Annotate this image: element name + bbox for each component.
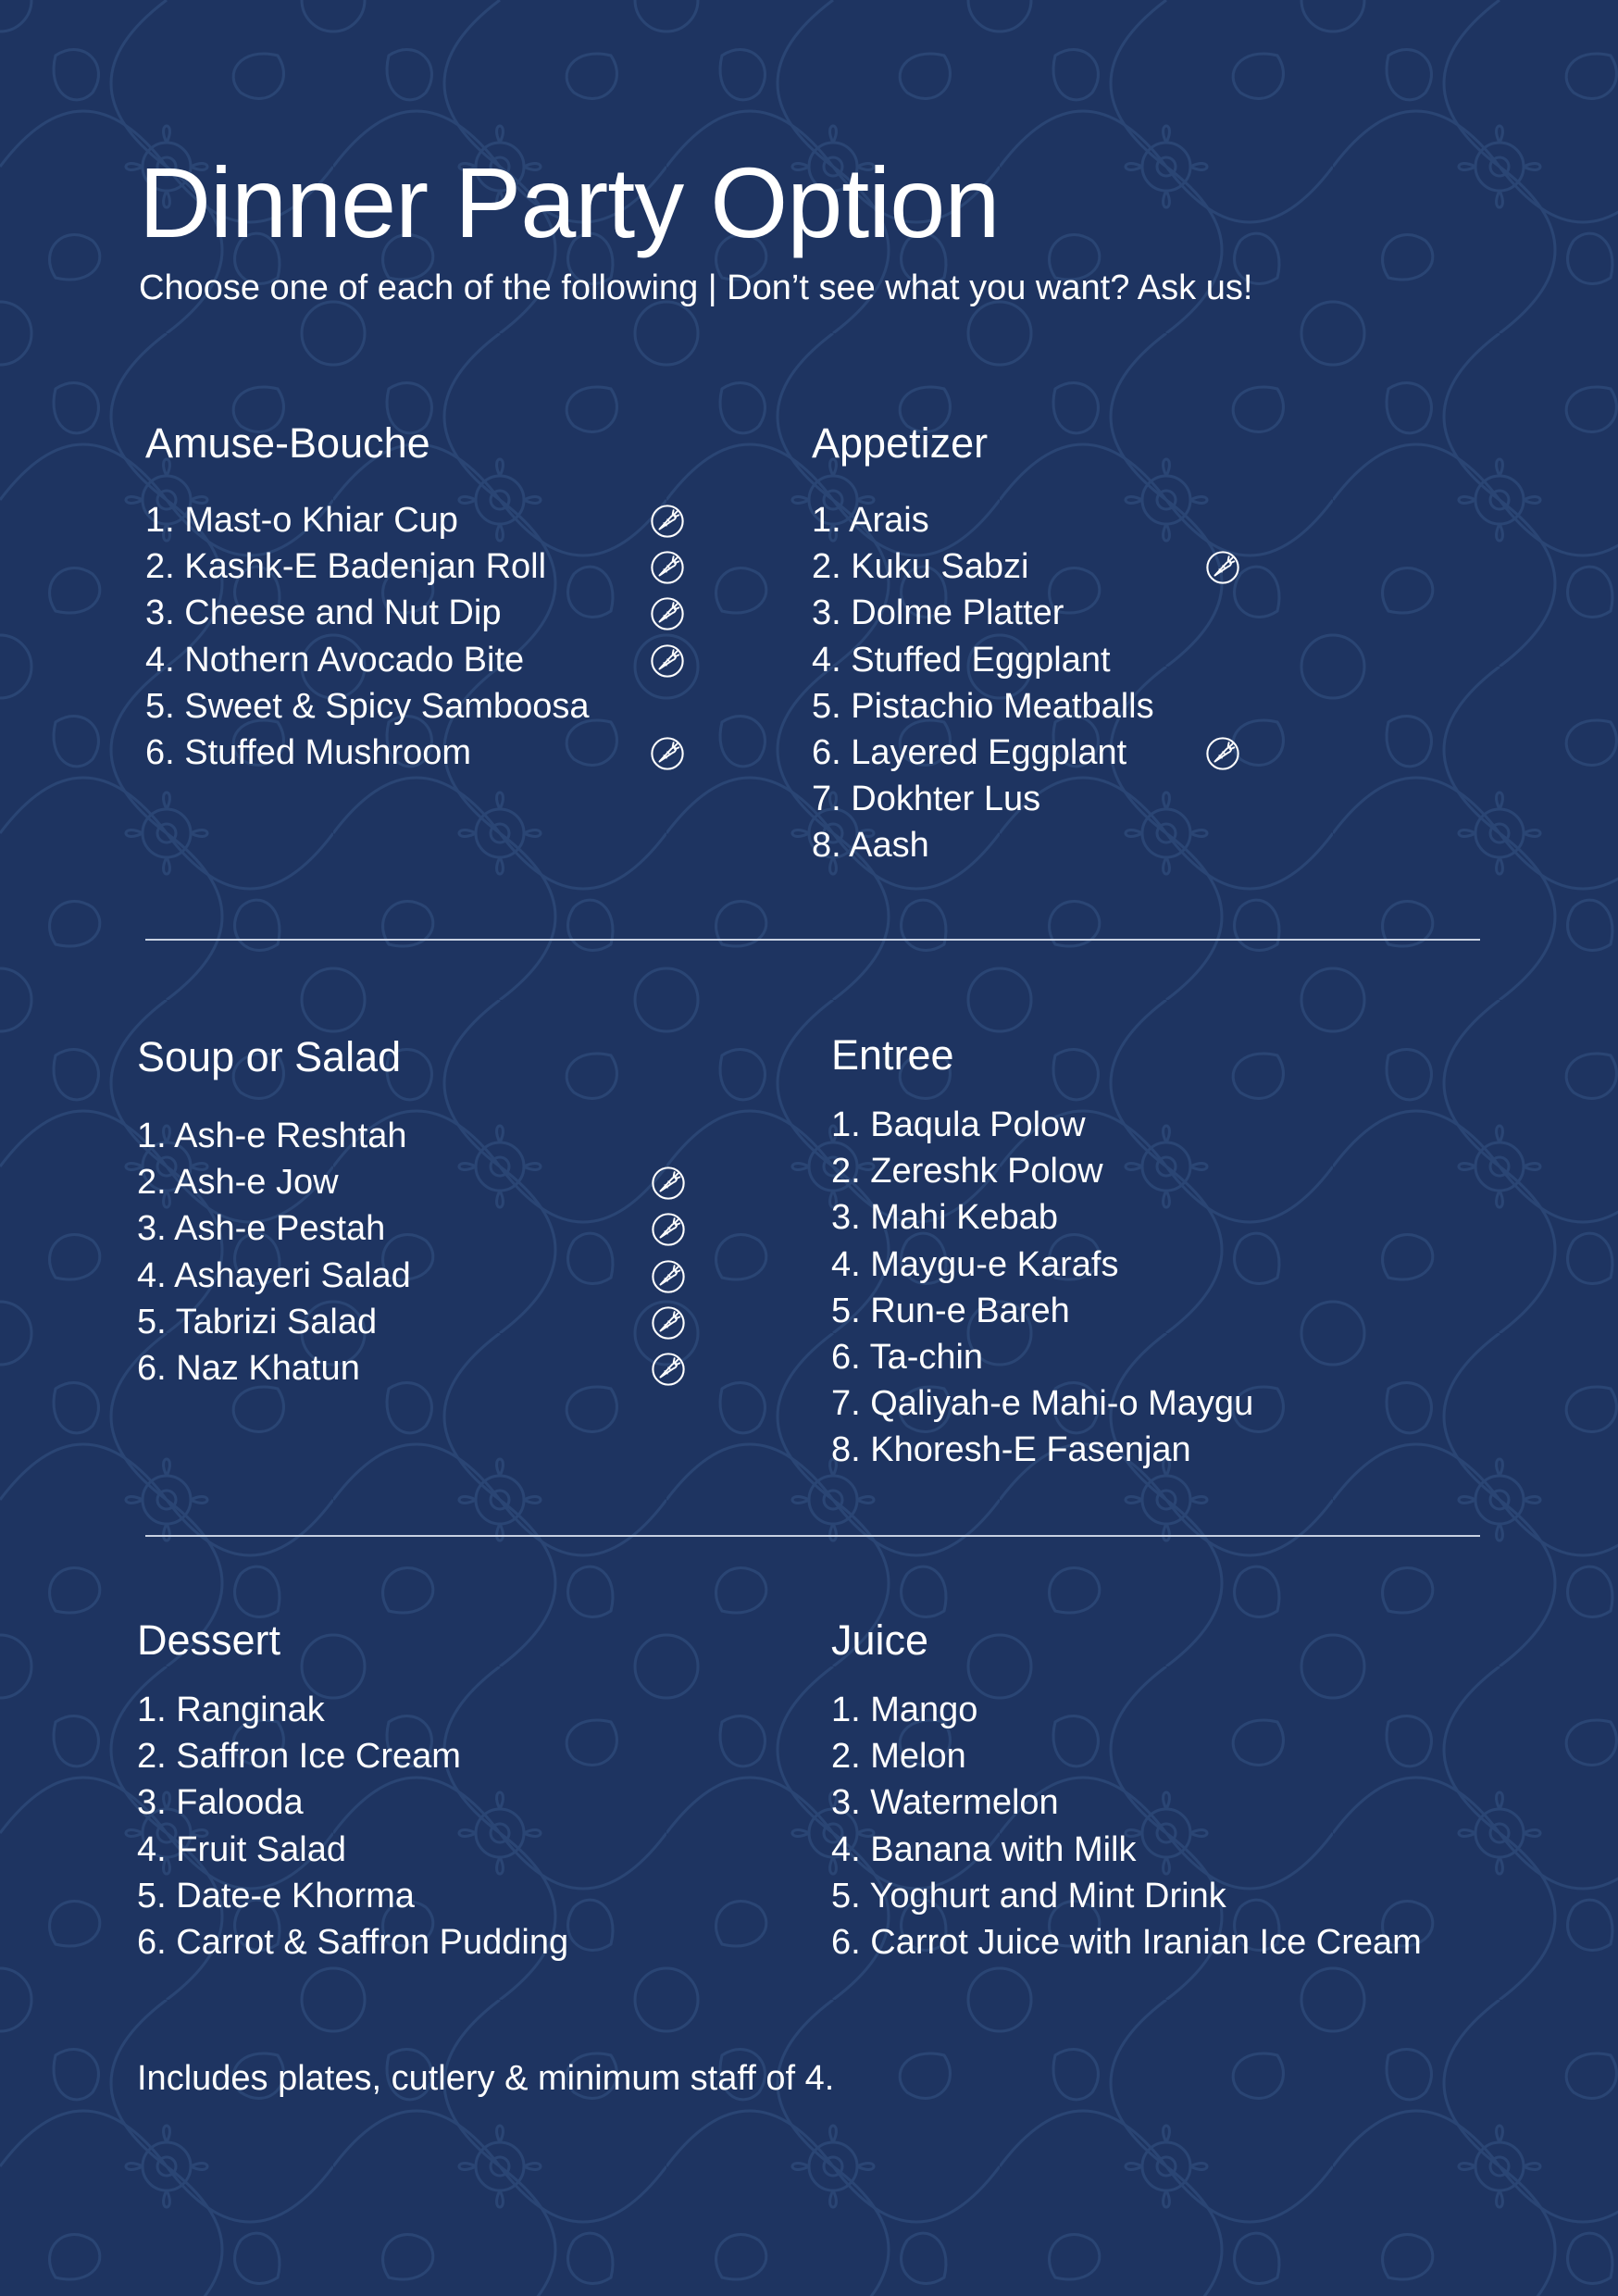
menu-item: [137, 1159, 739, 1205]
menu-item-label: 7. Dokhter Lus: [812, 780, 1041, 819]
menu-item: [812, 590, 1404, 636]
menu-item-label: 1. Ranginak: [137, 1691, 325, 1729]
menu-item: [137, 1687, 785, 1733]
menu-item: [137, 1299, 739, 1345]
section-dessert: [137, 1615, 785, 1965]
menu-item-label: 5. Yoghurt and Mint Drink: [831, 1876, 1226, 1915]
carrot-icon: [650, 550, 685, 585]
menu-item-label: 3. Watermelon: [831, 1783, 1059, 1823]
menu-item: [812, 822, 1404, 868]
section-heading: Dessert: [137, 1616, 281, 1664]
menu-item: [145, 730, 738, 776]
menu-item: [831, 1827, 1525, 1873]
menu-item: [812, 637, 1404, 683]
section-heading: Amuse-Bouche: [145, 419, 430, 467]
section-appetizer: [812, 418, 1404, 869]
menu-item-label: 4. Maygu-e Karafs: [831, 1244, 1119, 1284]
menu-item: [831, 1334, 1479, 1380]
menu-item-label: 2. Kashk-E Badenjan Roll: [145, 547, 547, 587]
menu-item-label: 2. Zereshk Polow: [831, 1152, 1103, 1192]
menu-item: [812, 683, 1404, 730]
section-juice: [831, 1615, 1525, 1965]
menu-list: [137, 1113, 739, 1391]
menu-item: [137, 1827, 785, 1873]
menu-list: [137, 1687, 785, 1965]
section-heading: Appetizer: [812, 419, 989, 467]
menu-item: [831, 1148, 1479, 1194]
menu-item-label: 3. Mahi Kebab: [831, 1198, 1059, 1238]
menu-item-label: 5. Run-e Bareh: [831, 1291, 1070, 1330]
menu-item-label: 7. Qaliyah-e Mahi-o Maygu: [831, 1384, 1254, 1424]
carrot-icon: [651, 1166, 686, 1201]
menu-item-label: 4. Nothern Avocado Bite: [145, 640, 525, 680]
menu-item-label: 6. Carrot & Saffron Pudding: [137, 1922, 569, 1962]
menu-item: [145, 637, 738, 683]
menu-list: [812, 497, 1404, 869]
menu-item-label: 2. Ash-e Jow: [137, 1163, 339, 1203]
menu-item-label: 1. Baqula Polow: [831, 1105, 1086, 1144]
carrot-icon: [651, 1259, 686, 1294]
menu-item-label: 6. Carrot Juice with Iranian Ice Cream: [831, 1922, 1422, 1962]
carrot-icon: [650, 504, 685, 539]
menu-item-label: 2. Saffron Ice Cream: [137, 1737, 461, 1777]
menu-list: [831, 1687, 1525, 1965]
footer-note: Includes plates, cutlery & minimum staff of 4.: [137, 2059, 835, 2098]
menu-item: [137, 1113, 739, 1159]
menu-item-label: 1. Arais: [812, 501, 929, 540]
menu-item: [831, 1919, 1525, 1965]
menu-item-label: 2. Kuku Sabzi: [812, 547, 1029, 587]
menu-item-label: 8. Aash: [812, 826, 929, 866]
menu-item-label: 3. Dolme Platter: [812, 593, 1064, 633]
menu-item: [831, 1380, 1479, 1427]
carrot-icon: [650, 736, 685, 771]
menu-item: [831, 1288, 1479, 1334]
menu-item: [812, 776, 1404, 822]
menu-item-label: 1. Ash-e Reshtah: [137, 1117, 407, 1155]
menu-item: [812, 497, 1404, 543]
section-soup-or-salad: [137, 1031, 739, 1391]
menu-item-label: 3. Falooda: [137, 1783, 304, 1823]
carrot-icon: [651, 1352, 686, 1387]
menu-item-label: 5. Date-e Khorma: [137, 1876, 415, 1915]
section-amuse-bouche: [145, 418, 738, 776]
menu-item: [831, 1873, 1525, 1919]
section-heading: Soup or Salad: [137, 1033, 402, 1080]
menu-item: [145, 543, 738, 590]
menu-item-label: 1. Mast-o Khiar Cup: [145, 501, 458, 540]
menu-item: [137, 1253, 739, 1299]
menu-item: [831, 1194, 1479, 1241]
menu-item-label: 2. Melon: [831, 1737, 966, 1777]
menu-item: [145, 590, 738, 636]
menu-item-label: 4. Ashayeri Salad: [137, 1255, 411, 1295]
page-title: Dinner Party Option: [139, 146, 1000, 258]
section-heading: Entree: [831, 1031, 954, 1079]
menu-item: [831, 1427, 1479, 1473]
menu-item: [812, 730, 1404, 776]
menu-item-label: 5. Pistachio Meatballs: [812, 686, 1154, 726]
carrot-icon: [650, 596, 685, 631]
menu-item: [145, 683, 738, 730]
menu-item-label: 3. Cheese and Nut Dip: [145, 593, 502, 633]
menu-item-label: 6. Ta-chin: [831, 1337, 984, 1377]
menu-item: [831, 1242, 1479, 1288]
page-subtitle: Choose one of each of the following | Don’t see what you want? Ask us!: [139, 268, 1253, 307]
menu-item-label: 6. Naz Khatun: [137, 1348, 360, 1388]
menu-item: [137, 1205, 739, 1252]
menu-item: [831, 1733, 1525, 1779]
menu-item: [137, 1919, 785, 1965]
menu-list: [831, 1102, 1479, 1474]
menu-item-label: 4. Stuffed Eggplant: [812, 640, 1111, 680]
carrot-icon: [651, 1212, 686, 1247]
menu-item-label: 5. Tabrizi Salad: [137, 1302, 378, 1341]
menu-item-label: 4. Banana with Milk: [831, 1829, 1137, 1869]
carrot-icon: [1205, 550, 1240, 585]
menu-item: [137, 1873, 785, 1919]
menu-item-label: 8. Khoresh-E Fasenjan: [831, 1430, 1191, 1470]
section-entree: [831, 1029, 1479, 1474]
menu-item: [812, 543, 1404, 590]
carrot-icon: [651, 1305, 686, 1341]
menu-item-label: 6. Stuffed Mushroom: [145, 732, 472, 772]
menu-item-label: 1. Mango: [831, 1691, 978, 1729]
menu-item: [831, 1102, 1479, 1148]
menu-item-label: 3. Ash-e Pestah: [137, 1209, 386, 1249]
menu-item-label: 4. Fruit Salad: [137, 1829, 346, 1869]
menu-item-label: 5. Sweet & Spicy Samboosa: [145, 686, 590, 726]
menu-item: [137, 1345, 739, 1391]
menu-item: [137, 1779, 785, 1826]
menu-item: [831, 1779, 1525, 1826]
menu-item: [145, 497, 738, 543]
divider: [145, 939, 1480, 941]
menu-item-label: 6. Layered Eggplant: [812, 732, 1127, 772]
carrot-icon: [650, 643, 685, 679]
menu-list: [145, 497, 738, 776]
menu-item: [137, 1733, 785, 1779]
divider: [145, 1535, 1480, 1537]
carrot-icon: [1205, 736, 1240, 771]
menu-item: [831, 1687, 1525, 1733]
section-heading: Juice: [831, 1616, 929, 1664]
